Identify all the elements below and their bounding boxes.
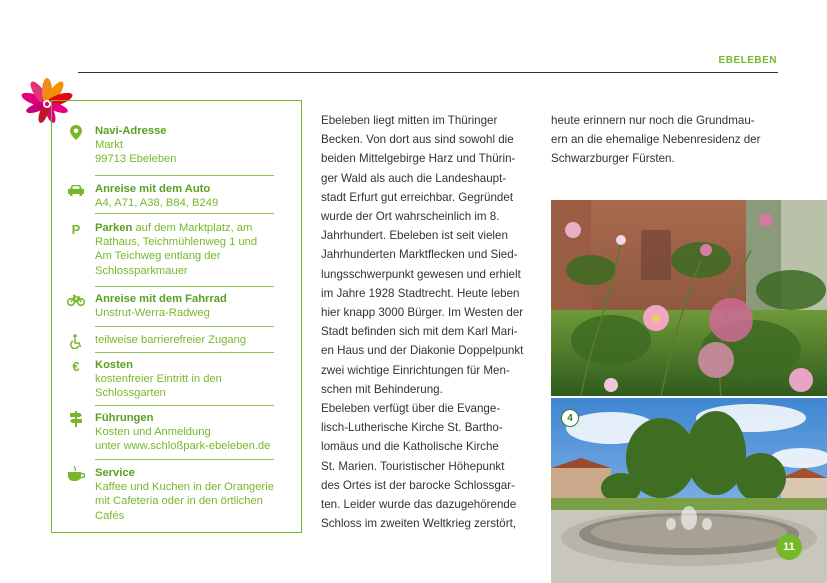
text-line: Schwarzburger Fürsten. [551, 152, 675, 166]
text-line: Jahrhunderten Marktflecken und Sied- [321, 248, 518, 262]
text-line: Stadt befinden sich mit dem Karl Mari- [321, 325, 518, 339]
euro-icon: € [72, 358, 80, 374]
navi-heading: Navi-Adresse [95, 125, 167, 137]
text-line: Schloss im zweiten Weltkrieg zerstört, [321, 517, 517, 531]
text-line: ern an die ehemalige Nebenresidenz der [551, 133, 761, 147]
parken-line: Rathaus, Teichmühlenweg 1 und [95, 236, 258, 249]
text-line: des Ortes ist der barocke Schlossgar- [321, 478, 515, 492]
body-text-column-1 [321, 111, 532, 533]
fahrrad-heading: Anreise mit dem Fahrrad [95, 293, 227, 305]
kosten-line: kostenfreier Eintritt in den [95, 373, 222, 386]
body-text-column-2 [551, 111, 777, 169]
parking-icon: P [71, 221, 81, 237]
car-icon [66, 182, 86, 198]
fahrrad-line: Unstrut-Werra-Radweg [95, 307, 210, 320]
text-line: Jahrhundert. Ebeleben ist seit vielen [321, 229, 508, 243]
barriere-line: teilweise barrierefreier Zugang [95, 334, 247, 346]
service-line: mit Cafeteria oder in den örtlichen [95, 495, 263, 508]
parken-line: auf dem Marktplatz, am [132, 222, 253, 234]
location-pin-icon [66, 124, 86, 140]
text-line: Ebeleben liegt mitten im Thüringer [321, 114, 498, 127]
navi-line: Markt [95, 139, 123, 152]
parken-line: Schlossparkmauer [95, 264, 188, 277]
fuehrungen-heading: Führungen [95, 412, 154, 424]
text-line: ger Wald als auch die Landeshaupt- [321, 171, 507, 185]
text-line: lisch-Lutherische Kirche St. Bartho- [321, 421, 503, 435]
info-box [51, 100, 302, 533]
text-line: heute erinnern nur noch die Grundmau- [551, 114, 755, 127]
kosten-line: Schlossgarten [95, 387, 166, 400]
kosten-heading: Kosten [95, 359, 133, 371]
text-line: wurde der Ort wahrscheinlich im 8. [321, 210, 500, 224]
photo-number-badge: 4 [561, 409, 579, 427]
fuehrungen-link[interactable]: unter www.schloßpark-ebeleben.de [95, 440, 271, 453]
bicycle-icon [66, 292, 86, 308]
text-line: hier knapp 3000 Bürger. Im Westen der [321, 306, 524, 320]
header-rule [78, 72, 778, 73]
wheelchair-icon [66, 333, 86, 349]
text-line: beiden Mittelgebirge Harz und Thürin- [321, 152, 516, 166]
text-line: schen mit Behinderung. [321, 382, 443, 396]
text-line: stadt Erfurt gut erreichbar. Gegründet [321, 190, 514, 204]
signpost-icon [66, 411, 86, 427]
text-line: Becken. Von dort aus sind sowohl die [321, 133, 514, 147]
text-line: lungsschwerpunkt gewesen und erhielt [321, 267, 521, 281]
page-number: 11 [776, 534, 802, 560]
text-line: Ebeleben verfügt über die Evange- [321, 402, 501, 416]
text-line: im Jahre 1928 Stadtrecht. Heute leben [321, 286, 520, 300]
parken-heading: Parken [95, 222, 133, 234]
text-line: St. Marien. Touristischer Höhepunkt [321, 459, 505, 473]
text-line: en Haus und der Diakonie Doppelpunkt [321, 344, 524, 358]
text-line: lomäus und die Katholische Kirche [321, 440, 499, 454]
text-line: ten. Leider wurde das dazugehörende [321, 498, 517, 512]
service-line: Cafés [95, 509, 125, 522]
fuehrungen-line: Kosten und Anmeldung [95, 426, 211, 439]
flower-photo [551, 200, 827, 396]
auto-line: A4, A71, A38, B84, B249 [95, 197, 219, 210]
section-title: EBELEBEN [718, 55, 777, 66]
service-line: Kaffee und Kuchen in der Orangerie [95, 481, 274, 494]
text-line: zwei wichtige Einrichtungen für Men- [321, 363, 510, 377]
auto-heading: Anreise mit dem Auto [95, 183, 211, 195]
service-heading: Service [95, 467, 135, 479]
navi-line: 99713 Ebeleben [95, 153, 177, 166]
coffee-cup-icon [66, 466, 86, 482]
parken-line: Am Teichweg entlang der [95, 250, 221, 263]
